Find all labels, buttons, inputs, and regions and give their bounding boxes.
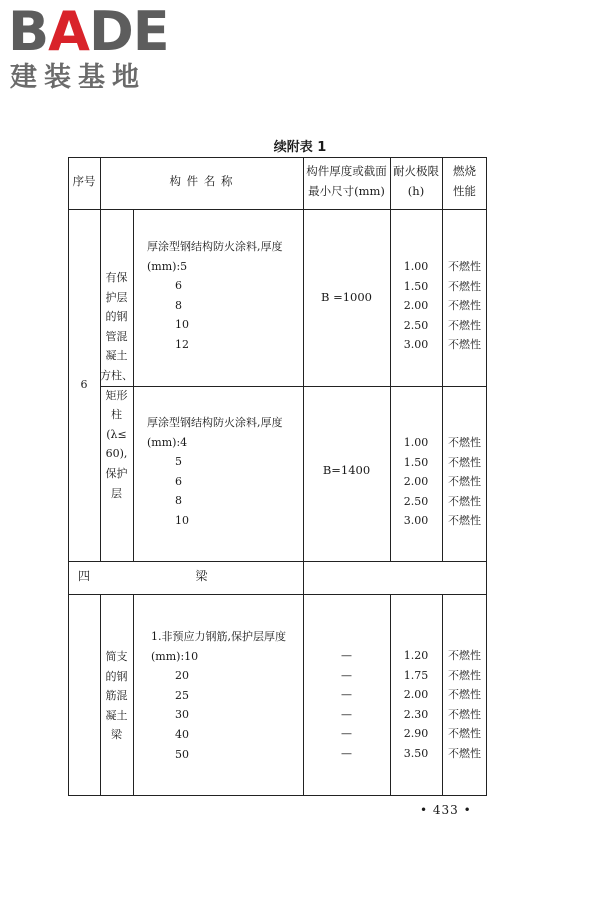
burn-performance: 不燃性 xyxy=(448,668,481,682)
fire-limit: 1.00 xyxy=(403,436,429,449)
sub1-description xyxy=(147,237,303,355)
thickness-value: 8 xyxy=(175,298,182,312)
burn-performance: 不燃性 xyxy=(448,318,481,332)
thickness-value: 40 xyxy=(175,727,189,741)
dash: — xyxy=(341,727,352,741)
fire-limit: 2.00 xyxy=(403,475,429,489)
burn-performance: 不燃性 xyxy=(448,649,481,662)
thickness-value: 12 xyxy=(175,337,189,351)
thickness-value: 6 xyxy=(175,279,182,293)
category-line: 的钢 xyxy=(105,669,128,683)
desc-line: 厚涂型钢结构防火涂料,厚度 xyxy=(147,240,283,253)
burn-performance: 不燃性 xyxy=(448,494,481,508)
fire-limit: 2.00 xyxy=(403,688,429,702)
header-seq: 序号 xyxy=(72,174,96,188)
thickness-value: 10 xyxy=(175,318,189,332)
section-divider-top xyxy=(68,561,487,562)
category-line: 凝土 xyxy=(105,708,128,722)
header-burn xyxy=(442,162,487,201)
fire-limit: 1.50 xyxy=(403,279,429,293)
burn-performance: 不燃性 xyxy=(448,707,481,721)
col-divider-category xyxy=(133,209,134,561)
category-line: 筋混 xyxy=(105,689,128,703)
category-column-steel-tube xyxy=(100,268,133,503)
header-fire xyxy=(390,162,442,201)
seq-6: 6 xyxy=(80,378,88,391)
category-line: 凝土 xyxy=(105,349,128,363)
desc-line: (mm):5 xyxy=(147,259,188,273)
page-number: • 433 • xyxy=(420,803,472,817)
thickness-value: 20 xyxy=(175,669,189,683)
desc-line: 厚涂型钢结构防火涂料,厚度 xyxy=(147,416,283,429)
dash: — xyxy=(341,707,352,721)
dash: — xyxy=(341,688,352,702)
header-thickness xyxy=(303,162,390,201)
category-line: 简支 xyxy=(105,650,128,663)
sub1-fire-column xyxy=(390,257,442,355)
category-column-beam xyxy=(100,647,133,745)
category-line: 方柱、 xyxy=(100,368,133,382)
beam-description xyxy=(151,627,303,764)
section-divider-bottom xyxy=(68,594,487,595)
category-line: 层 xyxy=(111,486,122,500)
burn-performance: 不燃性 xyxy=(448,746,481,760)
fire-limit: 3.00 xyxy=(403,338,429,352)
fire-limit: 1.20 xyxy=(403,649,429,662)
category-line: 的钢 xyxy=(105,310,128,324)
burn-performance: 不燃性 xyxy=(448,299,481,313)
thickness-value: 10 xyxy=(175,513,189,527)
header-burn-line1: 燃烧 xyxy=(453,164,476,178)
fire-limit: 2.90 xyxy=(403,727,429,741)
sub2-burn-column xyxy=(442,433,487,531)
header-fire-line2: (h) xyxy=(407,183,425,198)
thickness-value: 6 xyxy=(175,474,182,488)
category-line: 梁 xyxy=(111,728,122,742)
header-divider xyxy=(68,209,487,210)
beam-burn-column xyxy=(442,646,487,764)
thickness-value: 25 xyxy=(175,688,189,702)
sub2-b-value: B=1400 xyxy=(322,463,371,477)
fire-limit: 1.50 xyxy=(403,455,429,469)
header-thickness-line2: 最小尺寸(mm) xyxy=(308,183,385,198)
fire-limit: 1.00 xyxy=(403,260,429,273)
category-line: 60), xyxy=(105,447,128,461)
thickness-value: 30 xyxy=(175,708,189,722)
category-line: (λ≤ xyxy=(106,427,127,441)
category-line: 护层 xyxy=(105,290,128,304)
burn-performance: 不燃性 xyxy=(448,279,481,293)
fire-limit: 2.50 xyxy=(403,494,429,508)
sub2-description xyxy=(147,413,303,531)
thickness-value: 8 xyxy=(175,494,182,508)
section-four-seq: 四 xyxy=(77,569,90,583)
category-line: 管混 xyxy=(105,329,128,343)
fire-limit: 3.50 xyxy=(403,746,429,760)
burn-performance: 不燃性 xyxy=(448,436,481,449)
section-four-name: 梁 xyxy=(195,569,208,583)
burn-performance: 不燃性 xyxy=(448,688,481,702)
desc-line: (mm):4 xyxy=(147,435,188,449)
header-name: 构 件 名 称 xyxy=(169,174,234,188)
dash: — xyxy=(341,746,352,760)
brand-subtitle: 建装基地 xyxy=(10,62,146,93)
dash: — xyxy=(341,649,352,662)
header-fire-line1: 耐火极限 xyxy=(393,164,439,178)
burn-performance: 不燃性 xyxy=(448,338,481,352)
thickness-value: 5 xyxy=(175,455,182,469)
burn-performance: 不燃性 xyxy=(448,727,481,741)
fire-limit: 3.00 xyxy=(403,514,429,528)
burn-performance: 不燃性 xyxy=(448,514,481,528)
fire-limit: 2.30 xyxy=(403,707,429,721)
desc-line: 1.非预应力钢筋,保护层厚度 xyxy=(151,630,286,643)
category-line: 保护 xyxy=(105,466,128,480)
fire-limit: 2.50 xyxy=(403,318,429,332)
header-burn-line2: 性能 xyxy=(453,183,476,198)
burn-performance: 不燃性 xyxy=(448,260,481,273)
table-title: 续附表 1 xyxy=(273,140,327,155)
sub1-burn-column xyxy=(442,257,487,355)
burn-performance: 不燃性 xyxy=(448,475,481,489)
sub1-b-value: B =1000 xyxy=(320,290,372,304)
header-thickness-line1: 构件厚度或截面 xyxy=(306,164,387,178)
desc-line: (mm):10 xyxy=(151,649,199,663)
category-line: 矩形 xyxy=(105,388,128,402)
brand-logo: BADE xyxy=(8,0,169,63)
col-divider-category-lower xyxy=(133,594,134,796)
category-line: 有保 xyxy=(105,271,128,284)
dash: — xyxy=(341,668,352,682)
fire-resistance-table xyxy=(68,157,487,796)
thickness-value: 50 xyxy=(175,747,189,761)
fire-limit: 1.75 xyxy=(403,668,429,682)
burn-performance: 不燃性 xyxy=(448,455,481,469)
subrow-divider xyxy=(100,386,487,387)
beam-fire-column xyxy=(390,646,442,764)
beam-thickness-column xyxy=(303,646,390,764)
sub2-fire-column xyxy=(390,433,442,531)
fire-limit: 2.00 xyxy=(403,299,429,313)
category-line: 柱 xyxy=(111,408,122,422)
